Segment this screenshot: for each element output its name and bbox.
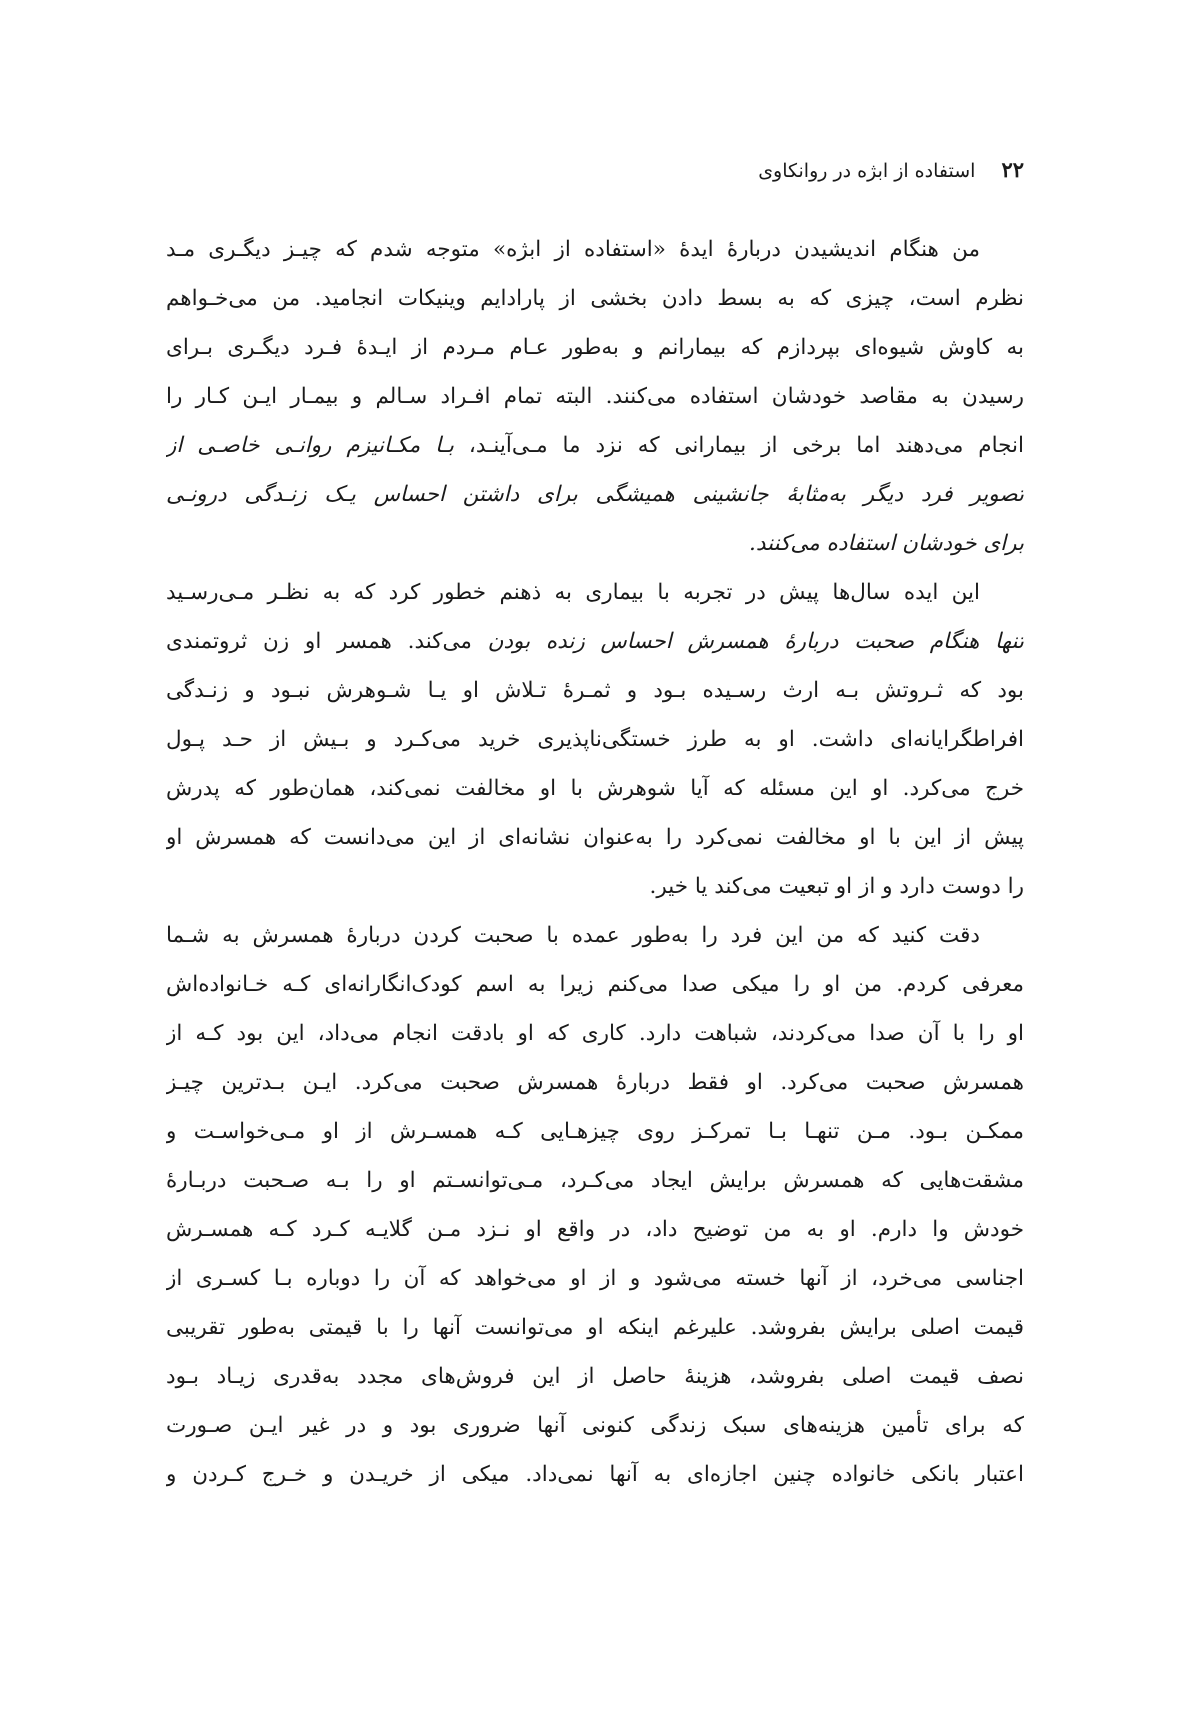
- paragraph-3-line-3: او را با آن صدا می‌کردند، شباهت دارد. کاری که او بادقت انجام می‌داد، این بود کـه از: [166, 1021, 1024, 1046]
- paragraph-2-line-1: این ایده سال‌ها پیش در تجربه با بیماری به ذهنم خطور کرد که به نظـر مـی‌رسـید: [166, 580, 980, 605]
- paragraph-1-line-1: من هنگام اندیشیدن دربارهٔ ایدهٔ «استفاده از ابژه» متوجه شدم که چیـز دیگـری مـد: [166, 237, 980, 262]
- paragraph-1-line-3: به کاوش شیوه‌ای بپردازم که بیمارانم و به‌طور عـام مـردم از ایـدهٔ فـرد دیگـری بـرای: [166, 335, 1024, 360]
- running-title: استفاده از ابژه در روانکاوی: [758, 160, 976, 182]
- paragraph-1-line-5: انجام می‌دهند اما برخی از بیمارانی که نزد ما مـی‌آینـد، بـا مکـانیزم روانـی خاصـی از: [166, 433, 1024, 458]
- paragraph-2-line-5: خرج می‌کرد. او این مسئله که آیا شوهرش با او مخالفت نمی‌کند، همان‌طور که پدرش: [166, 776, 1024, 801]
- paragraph-1-line-2: نظرم است، چیزی که به بسط دادن بخشی از پارادایم وینیکات انجامید. من می‌خـواهم: [166, 286, 1024, 311]
- paragraph-1-line-7: برای خودشان استفاده می‌کنند.: [749, 531, 1024, 556]
- paragraph-2-line-3: بود که ثـروتش بـه ارث رسـیده بـود و ثمـرهٔ تـلاش او یـا شـوهرش نبـود و زنـدگی: [166, 678, 1024, 703]
- paragraph-1-line-4: رسیدن به مقاصد خودشان استفاده می‌کنند. البته تمام افـراد سـالم و بیمـار ایـن کـار را: [166, 384, 1024, 409]
- paragraph-2-line-2: تنها هنگام صحبت دربارهٔ همسرش احساس زنده بودن می‌کند. همسر او زن ثروتمندی: [166, 629, 1024, 654]
- paragraph-3-line-7: خودش وا دارم. او به من توضیح داد، در واقع او نـزد مـن گلایـه کـرد کـه همسـرش: [166, 1217, 1024, 1242]
- paragraph-2-line-7: را دوست دارد و از او تبعیت می‌کند یا خیر.: [649, 874, 1024, 899]
- paragraph-3-line-5: ممکـن بـود. مـن تنهـا بـا تمرکـز روی چیزهـایی کـه همسـرش از او مـی‌خواسـت و: [166, 1119, 1024, 1144]
- paragraph-3-line-12: اعتبار بانکی خانواده چنین اجازه‌ای به آنها نمی‌داد. میکی از خریـدن و خـرج کـردن و: [166, 1462, 1024, 1487]
- body-text: [166, 225, 1024, 1499]
- running-head: [758, 158, 1024, 183]
- paragraph-3-line-1: دقت کنید که من این فرد را به‌طور عمده با صحبت کردن دربارهٔ همسرش به شـما: [166, 923, 980, 948]
- page-number: ۲۲: [1001, 157, 1024, 182]
- paragraph-3-line-6: مشقت‌هایی که همسرش برایش ایجاد می‌کـرد، مـی‌توانسـتم او را بـه صـحبت دربـارهٔ: [166, 1168, 1024, 1193]
- paragraph-3-line-4: همسرش صحبت می‌کرد. او فقط دربارهٔ همسرش صحبت می‌کرد. ایـن بـدترین چیـز: [166, 1070, 1024, 1095]
- paragraph-3-line-9: قیمت اصلی برایش بفروشد. علیرغم اینکه او می‌توانست آنها را با قیمتی به‌طور تقریبی: [166, 1315, 1024, 1340]
- paragraph-3-line-11: که برای تأمین هزینه‌های سبک زندگی کنونی آنها ضروری بود و در غیر ایـن صـورت: [166, 1413, 1024, 1438]
- paragraph-3-line-8: اجناسی می‌خرد، از آنها خسته می‌شود و از او می‌خواهد که آن را دوباره بـا کسـری از: [166, 1266, 1024, 1291]
- paragraph-3-line-10: نصف قیمت اصلی بفروشد، هزینهٔ حاصل از این فروش‌های مجدد به‌قدری زیـاد بـود: [166, 1364, 1024, 1389]
- paragraph-2-line-4: افراطگرایانه‌ای داشت. او به طرز خستگی‌ناپذیری خرید می‌کـرد و بـیش از حـد پـول: [166, 727, 1024, 752]
- paragraph-2-line-6: پیش از این با او مخالفت نمی‌کرد را به‌عنوان نشانه‌ای از این می‌دانست که همسرش او: [166, 825, 1024, 850]
- paragraph-1-line-6: تصویر فرد دیگر به‌مثابهٔ جانشینی همیشگی برای داشتن احساس یـک زنـدگی درونـی: [166, 482, 1024, 507]
- paragraph-3-line-2: معرفی کردم. من او را میکی صدا می‌کنم زیرا به اسم کودک‌انگارانه‌ای کـه خـانواده‌اش: [166, 972, 1024, 997]
